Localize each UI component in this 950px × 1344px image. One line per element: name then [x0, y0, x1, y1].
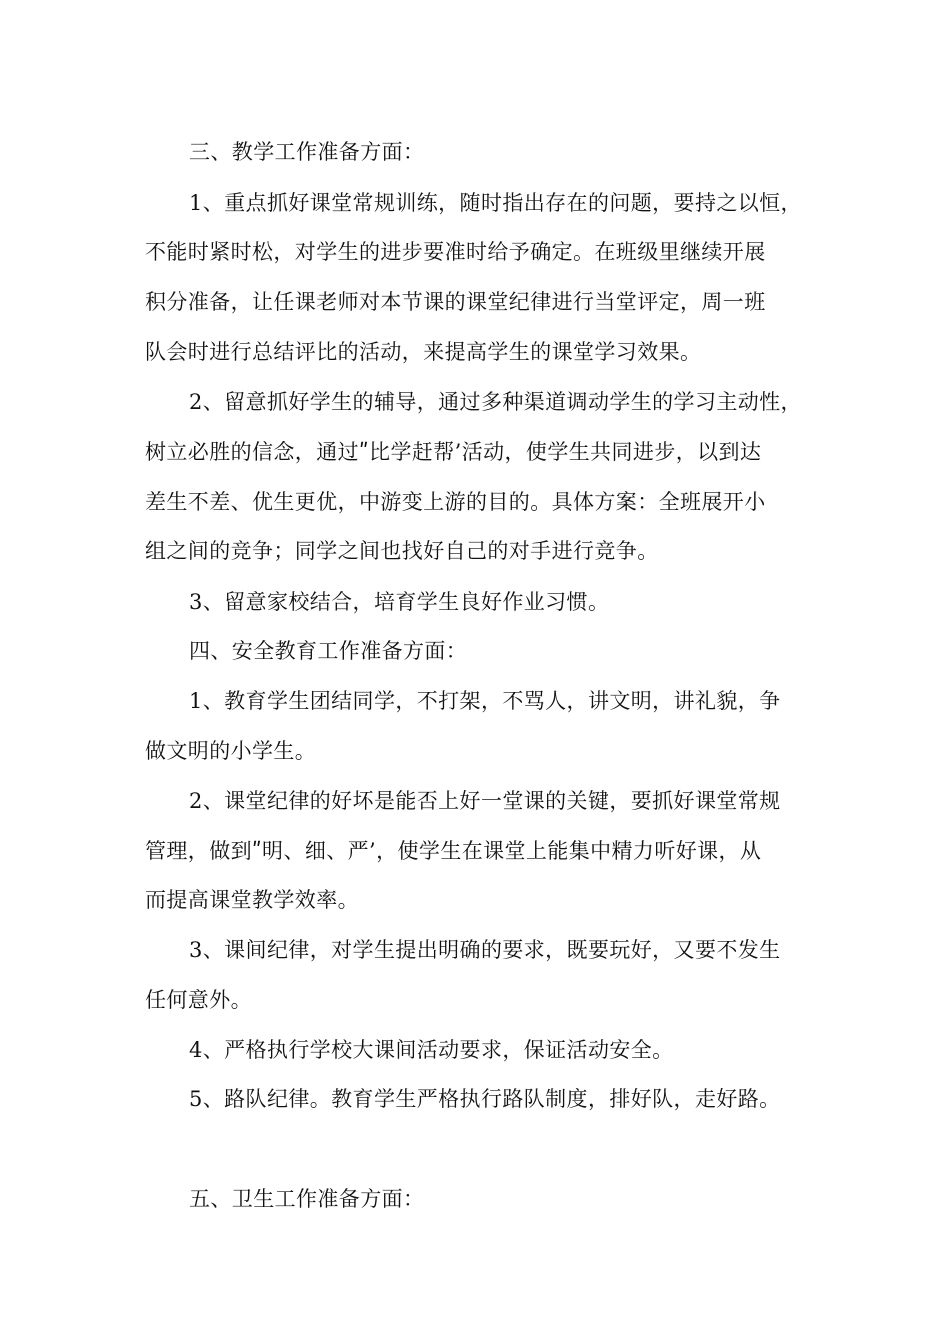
section-heading-3: 三、教学工作准备方面： [189, 140, 425, 164]
paragraph-line: 积分准备，让任课老师对本节课的课堂纪律进行当堂评定，周一班 [145, 290, 766, 314]
paragraph-line: 3、留意家校结合，培育学生良好作业习惯。 [189, 590, 610, 614]
section-heading-5: 五、卫生工作准备方面： [189, 1187, 425, 1211]
paragraph-line: 不能时紧时松，对学生的进步要准时给予确定。在班级里继续开展 [145, 240, 766, 264]
paragraph-line: 2、留意抓好学生的辅导，通过多种渠道调动学生的学习主动性， [189, 390, 802, 414]
paragraph-line: 4、严格执行学校大课间活动要求，保证活动安全。 [189, 1038, 674, 1062]
paragraph-line: 1、教育学生团结同学，不打架，不骂人，讲文明，讲礼貌，争 [189, 689, 781, 713]
section-heading-4: 四、安全教育工作准备方面： [189, 639, 468, 663]
paragraph-line: 树立必胜的信念，通过ʺ比学赶帮’活动，使学生共同进步，以到达 [145, 440, 762, 464]
paragraph-line: 做文明的小学生。 [145, 739, 317, 763]
paragraph-line: 而提高课堂教学效率。 [145, 888, 359, 912]
paragraph-line: 1、重点抓好课堂常规训练，随时指出存在的问题，要持之以恒， [189, 191, 802, 215]
paragraph-line: 3、课间纪律，对学生提出明确的要求，既要玩好，又要不发生 [189, 938, 781, 962]
paragraph-line: 任何意外。 [145, 988, 252, 1012]
paragraph-line: 5、路队纪律。教育学生严格执行路队制度，排好队，走好路。 [189, 1087, 781, 1111]
paragraph-line: 2、课堂纪律的好坏是能否上好一堂课的关键，要抓好课堂常规 [189, 789, 781, 813]
paragraph-line: 管理，做到ʺ明、细、严’，使学生在课堂上能集中精力听好课，从 [145, 839, 762, 863]
paragraph-line: 差生不差、优生更优，中游变上游的目的。具体方案：全班展开小 [145, 490, 766, 514]
paragraph-line: 组之间的竞争；同学之间也找好自己的对手进行竞争。 [145, 539, 659, 563]
paragraph-line: 队会时进行总结评比的活动，来提高学生的课堂学习效果。 [145, 340, 702, 364]
